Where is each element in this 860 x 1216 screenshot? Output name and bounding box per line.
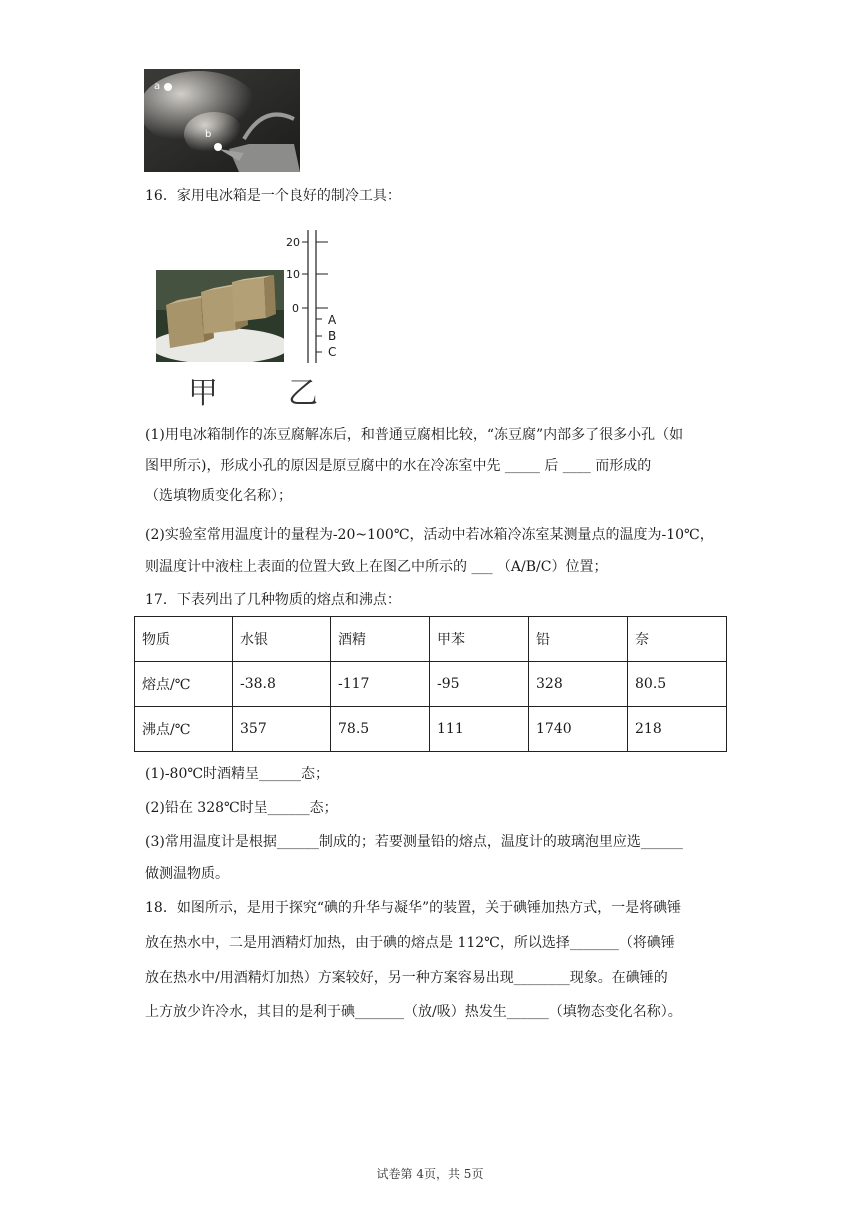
q18-line2: 放在热水中，二是用酒精灯加热，由于碘的熔点是 112℃，所以选择_______（将碘锤 xyxy=(145,935,675,951)
point-b-label: b xyxy=(205,129,212,140)
table-row xyxy=(135,707,727,752)
melting-boiling-table xyxy=(134,616,727,752)
table-cell: 熔点/℃ xyxy=(135,662,233,707)
table-header-row xyxy=(135,617,727,662)
table-cell: 水银 xyxy=(233,617,331,662)
table-cell: -95 xyxy=(430,662,529,707)
table-cell: 357 xyxy=(233,707,331,752)
mark-a-label: A xyxy=(328,313,337,327)
table-cell: 1740 xyxy=(529,707,628,752)
table-row xyxy=(135,662,727,707)
tick-label-0: 0 xyxy=(292,302,299,315)
q16-part1-line2: 图甲所示)，形成小孔的原因是原豆腐中的水在冷冻室中先 _____ 后 ____ 而形成的 xyxy=(145,458,652,474)
table-cell: 80.5 xyxy=(628,662,727,707)
q17-part3-line2: 做测温物质。 xyxy=(145,866,229,882)
q17-part1: (1)-80℃时酒精呈______态； xyxy=(145,766,330,782)
table-cell: 328 xyxy=(529,662,628,707)
table-cell: 物质 xyxy=(135,617,233,662)
q16-part1-line3: （选填物质变化名称）； xyxy=(145,488,292,504)
table-cell: 沸点/℃ xyxy=(135,707,233,752)
q16-stem: 16．家用电冰箱是一个良好的制冷工具： xyxy=(145,188,401,204)
q17-stem: 17．下表列出了几种物质的熔点和沸点： xyxy=(145,592,401,608)
tick-label-20: 20 xyxy=(286,236,300,249)
point-a-label: a xyxy=(154,81,161,92)
q16-part1-line1: (1)用电冰箱制作的冻豆腐解冻后，和普通豆腐相比较，“冻豆腐”内部多了很多小孔（如 xyxy=(145,427,684,443)
figure-jia-label: 甲 xyxy=(188,376,218,411)
table-cell: 甲苯 xyxy=(430,617,529,662)
table-cell: -117 xyxy=(331,662,430,707)
frozen-tofu-photo xyxy=(156,270,284,362)
q18-line4: 上方放少许冷水，其目的是利于碘_______（放/吸）热发生______（填物态变化名称）。 xyxy=(145,1004,682,1020)
q17-part3-line1: (3)常用温度计是根据______制成的；若要测量铅的熔点，温度计的玻璃泡里应选______ xyxy=(145,834,683,850)
page-footer: 试卷第 4页，共 5页 xyxy=(376,1167,484,1181)
mark-c-label: C xyxy=(328,345,337,359)
table-cell: -38.8 xyxy=(233,662,331,707)
q16-part2-line2: 则温度计中液柱上表面的位置大致上在图乙中所示的 ___ （A/B/C）位置； xyxy=(145,559,608,575)
table-cell: 铅 xyxy=(529,617,628,662)
table-cell: 奈 xyxy=(628,617,727,662)
q18-line3: 放在热水中/用酒精灯加热）方案较好，另一种方案容易出现________现象。在碘锤的 xyxy=(145,970,668,986)
table-cell: 酒精 xyxy=(331,617,430,662)
table-cell: 78.5 xyxy=(331,707,430,752)
mark-b-label: B xyxy=(328,329,337,343)
q18-line1: 18．如图所示，是用于探究“碘的升华与凝华”的装置，关于碘锤加热方式，一是将碘锤 xyxy=(145,900,682,916)
kettle-steam-photo xyxy=(144,69,300,172)
figure-yi-label: 乙 xyxy=(288,376,318,411)
thermometer-diagram xyxy=(286,228,366,363)
tick-label-10: 10 xyxy=(286,268,300,281)
q16-part2-line1: (2)实验室常用温度计的量程为-20~100℃，活动中若冰箱冷冻室某测量点的温度为-10℃， xyxy=(145,527,714,543)
q17-part2: (2)铅在 328℃时呈______态； xyxy=(145,800,338,816)
table-cell: 111 xyxy=(430,707,529,752)
table-cell: 218 xyxy=(628,707,727,752)
